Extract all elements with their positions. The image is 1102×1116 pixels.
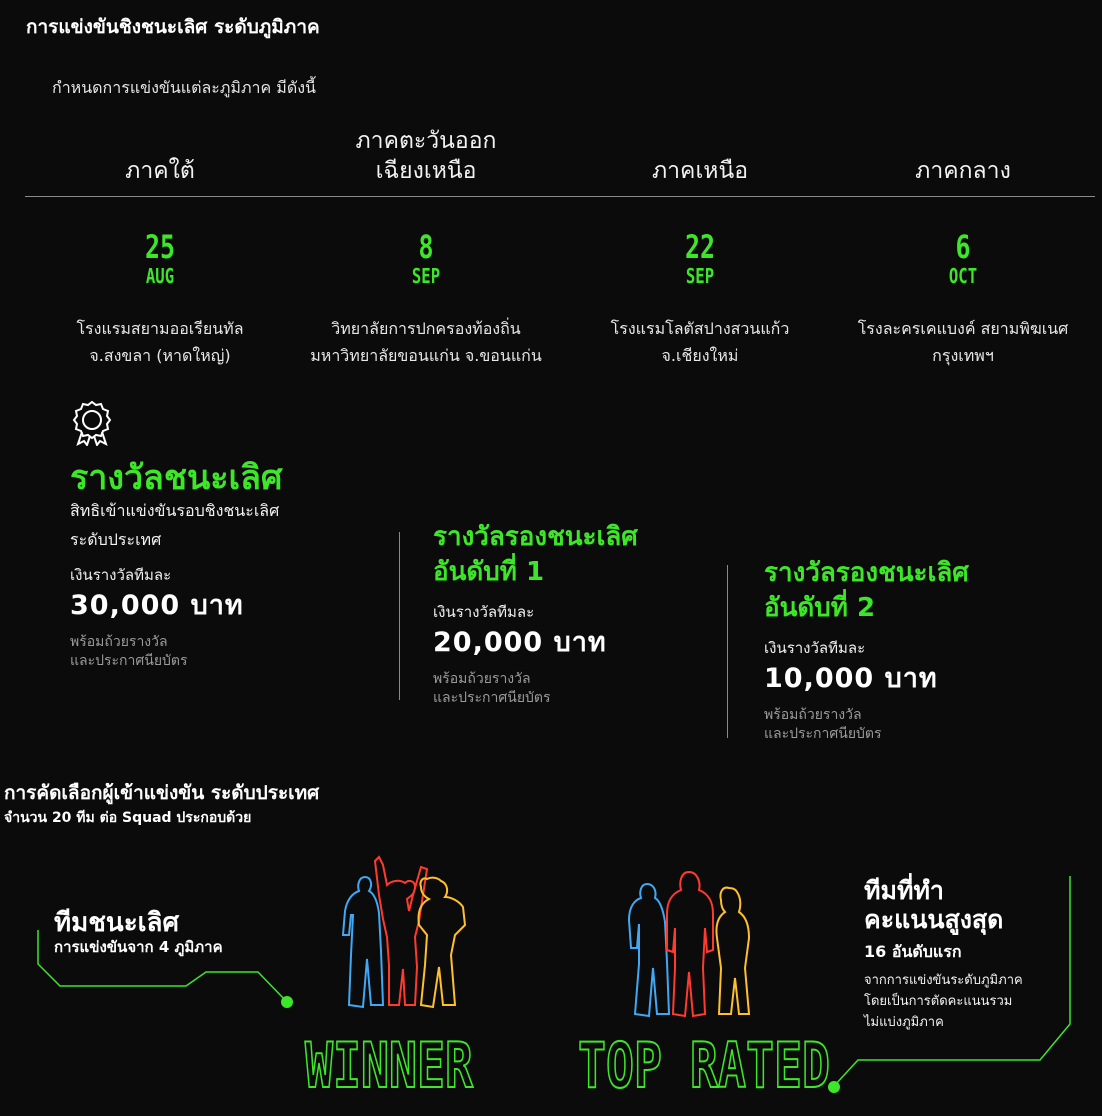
top-rated-title: ทีมที่ทำ คะแนนสูงสุด — [864, 876, 1004, 934]
award-divider-2 — [727, 565, 728, 738]
date-month: AUG — [145, 264, 175, 288]
region-central-venue: โรงละครเคแบงค์ สยามพิฆเนศ กรุงเทพฯ — [857, 319, 1069, 365]
region-northeast-name: ภาคตะวันออก เฉียงเหนือ — [355, 128, 497, 184]
page-title: การแข่งขันชิงชนะเลิศ ระดับภูมิภาค — [26, 16, 320, 38]
winner-prize-note: พร้อมถ้วยรางวัล และประกาศนียบัตร — [70, 634, 188, 669]
region-northeast-venue: วิทยาลัยการปกครองท้องถิ่น มหาวิทยาลัยขอนแก่น จ.ขอนแก่น — [310, 319, 542, 365]
first-runner-title: รางวัลรองชนะเลิศ อันดับที่ 1 — [433, 522, 638, 587]
winner-award-title: รางวัลชนะเลิศ — [70, 458, 283, 498]
region-northeast-date — [346, 230, 506, 288]
top-rated-word: TOP RATED — [578, 1029, 830, 1102]
header-divider — [25, 196, 1095, 197]
top-rated-subtitle: 16 อันดับแรก — [864, 942, 962, 961]
region-central-date — [883, 230, 1043, 288]
top-rated-description: จากการแข่งขันระดับภูมิภาค โดยเป็นการตัดคะแนนรวม ไม่แบ่งภูมิภาค — [864, 973, 1023, 1030]
winner-silhouettes-icon — [335, 855, 475, 1020]
winner-team-title: ทีมชนะเลิศ — [54, 908, 179, 938]
selection-title: การคัดเลือกผู้เข้าแข่งขัน ระดับประเทศ — [4, 782, 320, 804]
region-north-date — [620, 230, 780, 288]
award-divider-1 — [399, 532, 400, 700]
date-month: OCT — [948, 264, 978, 288]
winner-prize-label: เงินรางวัลทีมละ — [70, 566, 172, 584]
region-north-name: ภาคเหนือ — [651, 158, 749, 184]
date-month: SEP — [685, 264, 715, 288]
date-day: 6 — [955, 228, 971, 266]
date-day: 8 — [418, 228, 434, 266]
date-day: 22 — [684, 228, 716, 266]
award-ribbon-icon — [72, 400, 112, 446]
date-month: SEP — [411, 264, 441, 288]
top-rated-silhouettes-icon — [625, 868, 755, 1020]
region-central-name: ภาคกลาง — [915, 158, 1011, 184]
selection-subtitle: จำนวน 20 ทีม ต่อ Squad ประกอบด้วย — [4, 810, 252, 826]
first-runner-prize-label: เงินรางวัลทีมละ — [433, 603, 535, 621]
winner-word: WINNER — [305, 1029, 473, 1102]
second-runner-prize-note: พร้อมถ้วยรางวัล และประกาศนียบัตร — [764, 707, 882, 742]
region-south-date — [80, 230, 240, 288]
second-runner-prize-label: เงินรางวัลทีมละ — [764, 639, 866, 657]
second-runner-prize-amount: 10,000 บาท — [764, 663, 938, 694]
winner-award-subtitle: สิทธิเข้าแข่งขันรอบชิงชนะเลิศ ระดับประเทศ — [70, 501, 280, 549]
winner-prize-amount: 30,000 บาท — [70, 590, 244, 621]
region-south-venue: โรงแรมสยามออเรียนทัล จ.สงขลา (หาดใหญ่) — [76, 319, 244, 365]
page-subtitle: กำหนดการแข่งขันแต่ละภูมิภาค มีดังนี้ — [52, 78, 316, 97]
first-runner-prize-note: พร้อมถ้วยรางวัล และประกาศนียบัตร — [433, 671, 551, 706]
region-south-name: ภาคใต้ — [125, 158, 195, 184]
first-runner-prize-amount: 20,000 บาท — [433, 627, 607, 658]
date-day: 25 — [144, 228, 176, 266]
winner-team-subtitle: การแข่งขันจาก 4 ภูมิภาค — [54, 938, 223, 956]
second-runner-title: รางวัลรองชนะเลิศ อันดับที่ 2 — [764, 558, 969, 623]
region-north-venue: โรงแรมโลตัสปางสวนแก้ว จ.เชียงใหม่ — [610, 319, 790, 365]
